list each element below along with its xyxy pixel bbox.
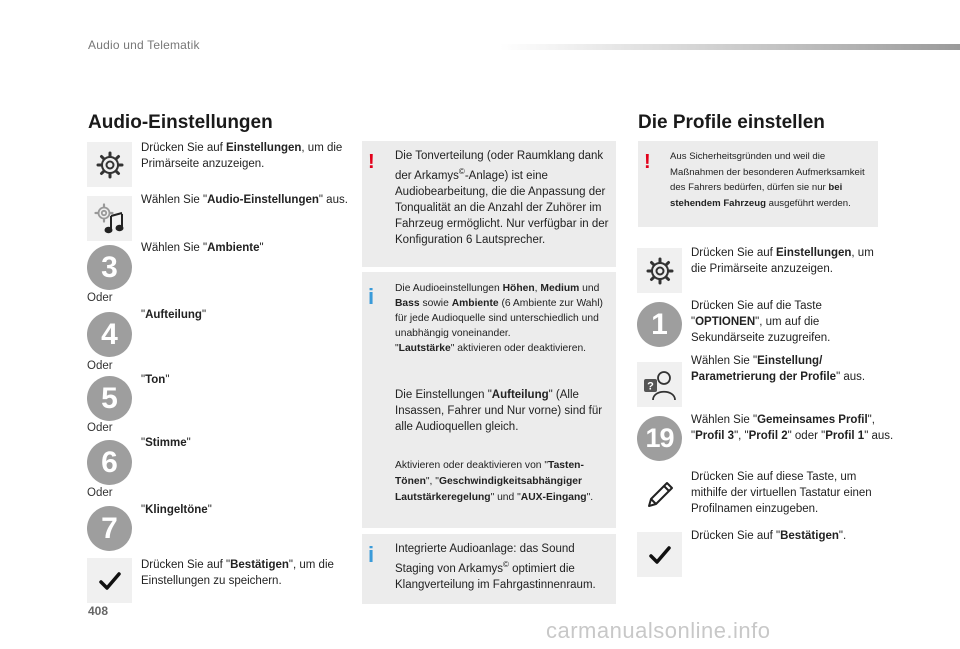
step-number-4: 4 xyxy=(87,312,132,357)
oder-label: Oder xyxy=(87,487,113,499)
svg-text:?: ? xyxy=(646,380,654,392)
oder-label: Oder xyxy=(87,360,113,372)
profile-settings-button[interactable] xyxy=(637,362,682,407)
checkmark-icon xyxy=(648,543,672,567)
info-note xyxy=(362,272,616,528)
warning-icon: ! xyxy=(368,151,375,173)
music-settings-icon xyxy=(93,202,127,236)
info-text-tones: Aktivieren oder deaktivieren von "Tasten-Tönen", "Geschwindigkeitsabhängiger Lautstärkeregelung" und "AUX-Eingang". xyxy=(395,460,594,503)
warning-text: Die Tonverteilung (oder Raumklang dank der Arkamys©-Anlage) ist eine Audiobearbeitung, die die Anpassung der Tonqualität an die Anzahl der Zuhörer im Fahrzeug ermöglicht. Nur verfügbar in der Konfiguration 6 Lautsprecher. xyxy=(395,150,609,246)
info-text-equalizer: Die Audioeinstellungen Höhen, Medium und Bass sowie Ambiente (6 Ambiente zur Wahl) für jede Audioquelle sind unterschiedlich und unabhängig voneinander. "Lautstärke" aktivieren oder deaktivieren. xyxy=(395,283,603,354)
step-text: "Aufteilung" xyxy=(141,309,207,321)
settings-button[interactable] xyxy=(87,142,132,187)
step-text: Drücken Sie auf "Bestätigen", um die Einstellungen zu speichern. xyxy=(141,559,334,587)
info-text-distribution: Die Einstellungen "Aufteilung" (Alle Insassen, Fahrer und Nur vorne) sind für alle Audioquellen gleich. xyxy=(395,389,603,433)
info-text-arkamys: Integrierte Audioanlage: das Sound Staging von Arkamys© optimiert die Klangverteilung im Fahrgastinnenraum. xyxy=(395,543,596,591)
profile-icon xyxy=(642,367,678,403)
header-bar xyxy=(500,44,960,50)
step-number-5: 5 xyxy=(87,376,132,421)
step-text: "Stimme" xyxy=(141,437,191,449)
settings-gear-icon xyxy=(645,256,675,286)
info-icon: i xyxy=(368,542,375,567)
step-text: Drücken Sie auf "Bestätigen". xyxy=(691,530,847,542)
step-number-6: 6 xyxy=(87,440,132,485)
step-text: Wählen Sie "Gemeinsames Profil", "Profil 3", "Profil 2" oder "Profil 1" aus. xyxy=(691,414,894,442)
step-number-19: 19 xyxy=(637,416,682,461)
settings-button[interactable] xyxy=(637,248,682,293)
checkmark-icon xyxy=(98,569,122,593)
step-number-7: 7 xyxy=(87,506,132,551)
oder-label: Oder xyxy=(87,292,113,304)
warning-note xyxy=(362,141,616,267)
warning-note xyxy=(638,141,878,227)
section-title-profiles: Die Profile einstellen xyxy=(638,112,825,133)
audio-settings-button[interactable] xyxy=(87,196,132,241)
warning-text: Aus Sicherheitsgründen und weil die Maßnahmen der besonderen Aufmerksamkeit des Fahrers bedürfen, dürfen sie nur bei stehendem Fahrzeug ausgeführt werden. xyxy=(670,151,865,209)
info-note xyxy=(362,534,616,604)
step-text: Drücken Sie auf Einstellungen, um die Primärseite anzuzeigen. xyxy=(691,247,874,275)
page-number: 408 xyxy=(88,604,109,618)
settings-gear-icon xyxy=(95,150,125,180)
edit-name-button[interactable] xyxy=(637,472,682,517)
step-text: Drücken Sie auf Einstellungen, um die Primärseite anzuzeigen. xyxy=(141,142,343,170)
info-icon: i xyxy=(368,284,375,309)
step-text: Drücken Sie auf diese Taste, um mithilfe der virtuellen Tastatur einen Profilnamen einzugeben. xyxy=(691,471,872,515)
confirm-button[interactable] xyxy=(637,532,682,577)
step-number-3: 3 xyxy=(87,245,132,290)
pencil-icon xyxy=(643,478,677,512)
page-header: Audio und Telematik xyxy=(88,38,200,52)
section-title-audio: Audio-Einstellungen xyxy=(88,112,273,133)
step-text: Wählen Sie "Audio-Einstellungen" aus. xyxy=(141,194,348,206)
step-text: Wählen Sie "Ambiente" xyxy=(141,242,264,254)
step-text: Drücken Sie auf die Taste "OPTIONEN", um auf die Sekundärseite zuzugreifen. xyxy=(691,300,831,344)
watermark: carmanualsonline.info xyxy=(546,618,771,643)
step-text: Wählen Sie "Einstellung/ Parametrierung der Profile" aus. xyxy=(691,355,866,383)
step-text: "Ton" xyxy=(141,374,170,386)
warning-icon: ! xyxy=(644,151,651,173)
step-number-1: 1 xyxy=(637,302,682,347)
confirm-button[interactable] xyxy=(87,558,132,603)
oder-label: Oder xyxy=(87,422,113,434)
step-text: "Klingeltöne" xyxy=(141,504,212,516)
